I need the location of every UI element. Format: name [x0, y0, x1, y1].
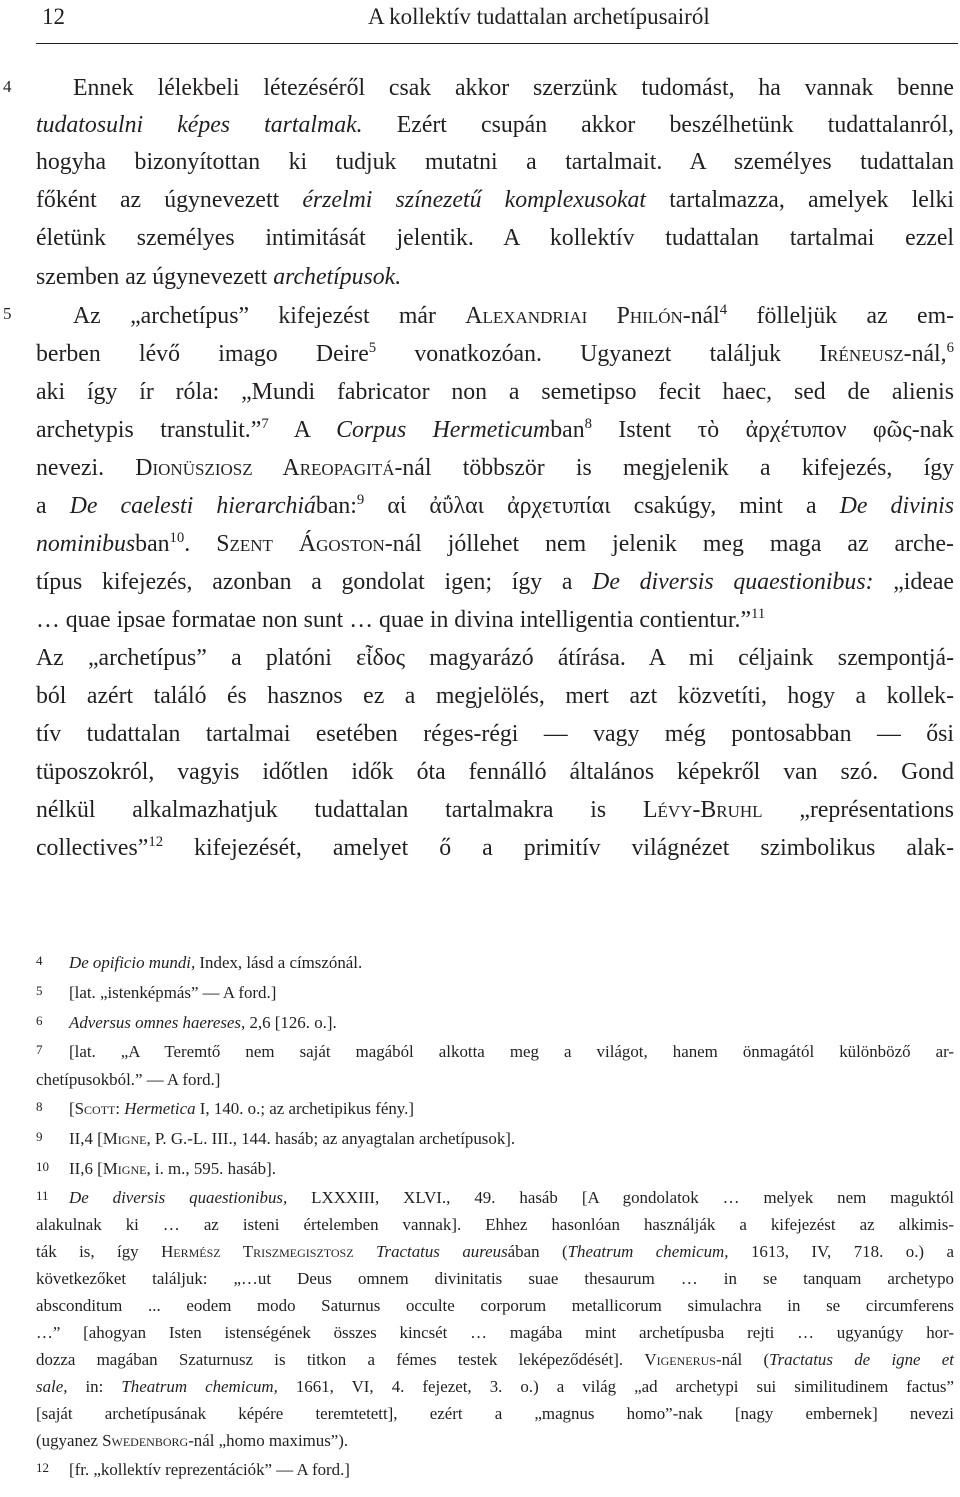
body-line: … quae ipsae formatae non sunt … quae in divina intelligentia contientur.”$^{11}$	[36, 606, 766, 633]
footnote-line	[36, 1041, 954, 1067]
header-rule	[36, 43, 958, 44]
body-line: tudatosulni képes tartalmak. Ezért csupán akkor beszélhetünk tudattalanról,	[36, 112, 954, 138]
body-line: nélkül alkalmazhatjuk tudattalan tartalmakra is Lévy-Bruhl „représentations	[36, 797, 954, 823]
footnote-line: ták is, így Hermész Triszmegisztosz Tractatus aureusában (Theatrum chemicum, 1613, IV, 718. o.) a	[36, 1242, 954, 1261]
footnote-line: dozza magában Szaturnusz is titkon a fémes testek leképeződését]. Vigenerus-nál (Tractatus de igne et	[36, 1350, 954, 1369]
footnote-text: II,4 [Migne, P. G.-L. III., 144. hasáb; az anyagtalan archetípusok].	[69, 1129, 516, 1148]
page-number: 12	[42, 4, 65, 29]
footnote-line	[36, 1158, 954, 1184]
footnote-number: 8	[36, 1099, 43, 1114]
footnote-text: Adversus omnes haereses, 2,6 [126. o.].	[69, 1013, 337, 1032]
footnote-line: alakulnak ki … az isteni értelemben vannak]. Ehhez hasonlóan használják a kifejezést az alkimis-	[36, 1215, 954, 1234]
footnote-line: (ugyanez Swedenborg-nál „homo maximus”).	[36, 1431, 349, 1450]
body-line: berben lévő imago Deire$^5$ vonatkozóan. Ugyanezt találjuk Iréneusz-nál,$^6$	[36, 340, 954, 367]
footnote-line: …” [ahogyan Isten istenségének összes kincsét … magába mint archetípusba rejti … ugyanúgy hor-	[36, 1323, 954, 1342]
body-line: collectives”$^{12}$ kifejezését, amelyet ő a primitív világnézet szimbolikus alak-	[36, 834, 954, 861]
footnote-line	[36, 1098, 954, 1124]
footnote-line	[36, 952, 954, 978]
footnote-text: [Scott: Hermetica I, 140. o.; az archetipikus fény.]	[69, 1099, 414, 1118]
body-line: szemben az úgynevezett archetípusok.	[36, 264, 402, 290]
footnote-line: sale, in: Theatrum chemicum, 1661, VI, 4. fejezet, 3. o.) a világ „ad archetypi sui similitudinem factus”	[36, 1377, 954, 1396]
body-line: aki így ír róla: „Mundi fabricator non a semetipso fecit haec, sed de alienis	[36, 379, 954, 405]
footnote-text: De diversis quaestionibus, LXXXIII, XLVI., 49. hasáb [A gondolatok … melyek nem maguktól	[69, 1188, 954, 1207]
footnote-line	[36, 1012, 954, 1038]
body-line: Ennek lélekbeli létezéséről csak akkor szerzünk tudomást, ha vannak benne	[73, 75, 954, 101]
margin-footnote-number: 5	[3, 304, 12, 323]
footnote-text: [fr. „kollektív reprezentációk” — A ford.]	[69, 1460, 350, 1479]
footnote-text: [lat. „A Teremtő nem saját magából alkotta meg a világot, hanem önmagától különböző ar-	[69, 1042, 954, 1061]
body-line: tív tudattalan tartalmai esetében réges-régi — vagy még pontosabban — ősi	[36, 721, 954, 747]
body-text	[36, 72, 954, 892]
footnote-number: 12	[36, 1460, 49, 1475]
body-line: nevezi. Dionüsziosz Areopagitá-nál többször is megjelenik a kifejezés, így	[36, 455, 954, 481]
footnotes	[36, 952, 954, 1492]
running-title: A kollektív tudattalan archetípusairól	[368, 4, 710, 29]
footnote-text: [lat. „istenképmás” — A ford.]	[69, 983, 277, 1002]
body-line: archetypis transtulit.”$^7$ A Corpus Hermeticumban$^8$ Istent τὸ ἀρχέτυπον φῶς-nak	[36, 416, 954, 443]
footnote-line: [saját archetípusának képére teremtetett], ezért a „magnus homo”-nak [nagy embernek] nevezi	[36, 1404, 954, 1423]
margin-footnote-number: 4	[3, 77, 12, 96]
footnote-number: 11	[36, 1188, 49, 1203]
footnote-line: chetípusokból.” — A ford.]	[36, 1070, 221, 1089]
body-line: Az „archetípus” a platóni εἶδος magyarázó átírása. A mi céljaink szempontjá-	[36, 645, 954, 671]
footnote-number: 9	[36, 1129, 43, 1144]
body-line: nominibusban$^{10}$. Szent Ágoston-nál jóllehet nem jelenik meg maga az arche-	[36, 530, 954, 557]
body-line: hogyha bizonyítottan ki tudjuk mutatni a tartalmait. A személyes tudattalan	[36, 149, 954, 175]
body-line: típus kifejezés, azonban a gondolat igen; így a De diversis quaestionibus: „ideae	[36, 569, 954, 595]
footnote-number: 4	[36, 953, 43, 968]
footnote-number: 6	[36, 1013, 43, 1028]
footnote-line	[36, 982, 954, 1008]
body-line: főként az úgynevezett érzelmi színezetű komplexusokat tartalmazza, amelyek lelki	[36, 187, 954, 213]
footnote-number: 10	[36, 1159, 49, 1174]
body-line: Az „archetípus” kifejezést már Alexandriai Philón-nál$^4$ fölleljük az em-	[73, 302, 955, 329]
footnote-line	[36, 1128, 954, 1154]
running-header	[36, 4, 916, 32]
footnote-number: 5	[36, 983, 43, 998]
body-line: tüposzokról, vagyis időtlen idők óta fennálló általános képekről van szó. Gond	[36, 759, 954, 785]
body-line: a De caelesti hierarchiában:$^9$ αἱ ἀΰλαι ἀρχετυπίαι csakúgy, mint a De divinis	[36, 492, 955, 519]
footnote-line: következőket találjuk: „…ut Deus omnem divinitatis suae thesaurum … in se tanquam archetypo	[36, 1269, 954, 1288]
footnote-number: 7	[36, 1042, 43, 1057]
footnote-text: De opificio mundi, Index, lásd a címszónál.	[69, 953, 363, 972]
footnote-line	[36, 1459, 954, 1485]
body-line: életünk személyes intimitását jelentik. A kollektív tudattalan tartalmai ezzel	[36, 225, 954, 251]
footnote-text: II,6 [Migne, i. m., 595. hasáb].	[69, 1159, 276, 1178]
footnote-line	[36, 1187, 954, 1213]
body-line: ból azért találó és hasznos ez a megjelölés, mert azt közvetíti, hogy a kollek-	[36, 683, 954, 709]
footnote-line: absconditum ... eodem modo Saturnus occulte corporum metallicorum simulachra in se circumferens	[36, 1296, 954, 1315]
